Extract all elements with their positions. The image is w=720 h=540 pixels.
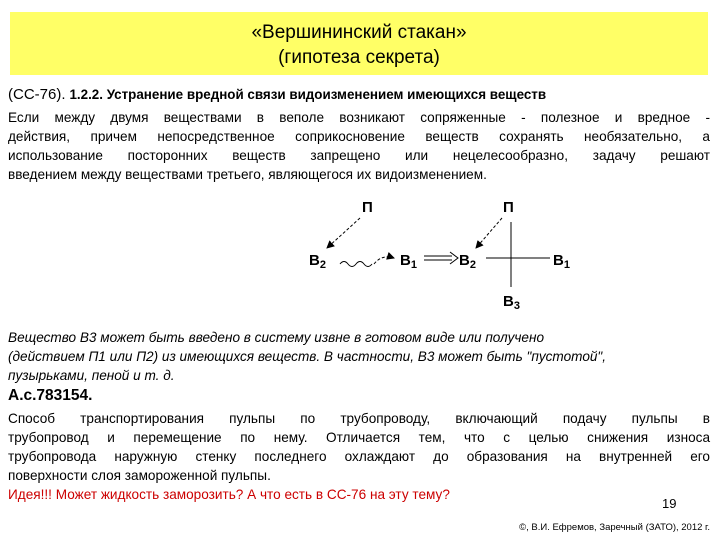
p-right-label: П: [503, 199, 514, 216]
b3-label: $В_3$: [503, 293, 520, 312]
transform-arrow: [424, 252, 458, 264]
page-number: 19: [662, 496, 677, 511]
patent-number: А.с.783154.: [8, 387, 93, 404]
note-line: Вещество В3 может быть введено в систему извне в готовом виде или получено: [8, 330, 545, 345]
intro-line: введением между веществами третьего, являющегося их видоизменением.: [8, 167, 487, 182]
p-right-arrow: [476, 218, 502, 248]
patent-text-line: трубопровод и перемещение по нему. Отличается тем, что с целью снижения износа: [8, 430, 710, 445]
heading-code: (СС-76).: [8, 86, 66, 103]
patent-text-line: трубопровода наружную стенку последнего охлаждают до образования на внутренней его: [8, 449, 710, 464]
intro-line: действия, причем непосредственное соприкосновение веществ сохранять необязательно, а: [8, 129, 710, 144]
note-line: (действием П1 или П2) из имеющихся веществ. В частности, В3 может быть "пустотой",: [8, 349, 607, 364]
idea-line: Идея!!! Может жидкость заморозить? А что есть в СС-76 на эту тему?: [8, 487, 450, 502]
title-line-1: «Вершининский стакан»: [251, 22, 467, 43]
b1-right-label: $В_1$: [553, 252, 570, 271]
b2-left-label: $В_2$: [309, 252, 326, 271]
b2-right-label: $В_2$: [459, 252, 476, 271]
su-field-diagram: [0, 192, 720, 322]
harmful-link-wave: [340, 262, 372, 267]
b1-mid-label: $В_1$: [400, 252, 417, 271]
useful-link-arrow: [374, 257, 394, 264]
intro-line: Если между двумя веществами в веполе возникают сопряженные - полезное и вредное -: [8, 110, 710, 125]
patent-text-line: Способ транспортирования пульпы по трубопроводу, включающий подачу пульпы в: [8, 411, 710, 426]
title-line-2: (гипотеза секрета): [278, 47, 440, 68]
patent-text-line: поверхности слоя замороженной пульпы.: [8, 468, 271, 483]
copyright: ©, В.И. Ефремов, Заречный (ЗАТО), 2012 г.: [519, 522, 710, 533]
p-left-arrow: [327, 218, 360, 248]
note-line: пузырьками, пеной и т. д.: [8, 368, 175, 383]
p-left-label: П: [362, 199, 373, 216]
section-heading: [8, 86, 710, 104]
intro-line: использование посторонних веществ запрещено или нецелесообразно, задачу решают: [8, 148, 710, 163]
title-banner: [10, 12, 708, 75]
heading-text: 1.2.2. Устранение вредной связи видоизменением имеющихся веществ: [69, 87, 547, 102]
